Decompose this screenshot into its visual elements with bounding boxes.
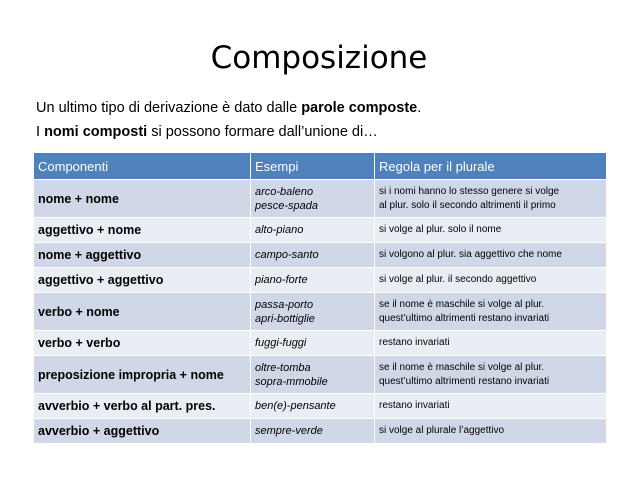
cell-componenti: avverbio + aggettivo (34, 419, 251, 444)
rule-text: restano invariati (379, 337, 450, 348)
rule-text: al plur. solo il secondo altrimenti il primo (379, 199, 556, 211)
intro-line-1-c: . (417, 100, 422, 116)
cell-componenti: aggettivo + nome (34, 218, 251, 243)
intro-line-2-c: si possono formare dall’unione di… (147, 124, 378, 140)
table-row (34, 180, 607, 218)
cell-esempi (251, 331, 375, 356)
table-header-row (34, 153, 607, 180)
table-row (34, 243, 607, 268)
table-row (34, 394, 607, 419)
rule-text: quest’ultimo altrimenti restano invariati (379, 375, 550, 387)
cell-regola (375, 331, 607, 356)
cell-regola (375, 293, 607, 331)
example-text: ben(e)-pensante (255, 400, 336, 412)
header-esempi: Esempi (251, 153, 375, 180)
intro-line-2-a: I (36, 124, 45, 140)
cell-esempi (251, 268, 375, 293)
cell-regola (375, 394, 607, 419)
rule-text: se il nome è maschile si volge al plur. (379, 298, 545, 310)
table-row (34, 419, 607, 444)
cell-regola (375, 243, 607, 268)
intro-line-1 (36, 96, 616, 120)
cell-componenti: nome + aggettivo (34, 243, 251, 268)
cell-esempi (251, 218, 375, 243)
intro-line-2-bold: nomi composti (44, 124, 148, 140)
intro-line-1-a: Un ultimo tipo di derivazione è dato dalle (36, 100, 302, 116)
cell-esempi (251, 293, 375, 331)
table-row (34, 331, 607, 356)
cell-regola (375, 268, 607, 293)
cell-esempi (251, 356, 375, 394)
example-text: piano-forte (255, 274, 308, 286)
cell-componenti: verbo + nome (34, 293, 251, 331)
table-row (34, 356, 607, 394)
composition-table (33, 152, 607, 444)
example-text: fuggi-fuggi (255, 337, 307, 349)
rule-text: si volge al plur. il secondo aggettivo (379, 274, 537, 285)
example-text: pesce-spada (255, 199, 318, 212)
cell-componenti: avverbio + verbo al part. pres. (34, 394, 251, 419)
page-title: Composizione (210, 40, 428, 76)
intro-text (36, 96, 616, 144)
intro-line-2 (36, 120, 616, 144)
table-row (34, 218, 607, 243)
rule-text: quest’ultimo altrimenti restano invariati (379, 312, 550, 324)
example-text: alto-piano (255, 224, 304, 236)
example-text: sempre-verde (255, 425, 323, 437)
example-text: passa-porto (255, 298, 314, 311)
cell-componenti: preposizione impropria + nome (34, 356, 251, 394)
cell-componenti: nome + nome (34, 180, 251, 218)
rule-text: si volge al plur. solo il nome (379, 224, 502, 235)
cell-esempi (251, 180, 375, 218)
table-row (34, 293, 607, 331)
rule-text: si volge al plurale l’aggettivo (379, 425, 505, 436)
cell-esempi (251, 419, 375, 444)
example-text: sopra-mmobile (255, 375, 328, 388)
cell-componenti: aggettivo + aggettivo (34, 268, 251, 293)
cell-regola (375, 419, 607, 444)
header-componenti: Componenti (34, 153, 251, 180)
cell-componenti: verbo + verbo (34, 331, 251, 356)
cell-esempi (251, 394, 375, 419)
table-row (34, 268, 607, 293)
example-text: oltre-tomba (255, 361, 311, 374)
example-text: arco-baleno (255, 185, 314, 198)
header-regola: Regola per il plurale (375, 153, 607, 180)
rule-text: restano invariati (379, 400, 450, 411)
rule-text: si i nomi hanno lo stesso genere si volge (379, 185, 560, 197)
cell-regola (375, 218, 607, 243)
cell-regola (375, 180, 607, 218)
rule-text: se il nome è maschile si volge al plur. (379, 361, 545, 373)
example-text: apri-bottiglie (255, 312, 315, 325)
rule-text: si volgono al plur. sia aggettivo che nome (379, 249, 562, 260)
cell-esempi (251, 243, 375, 268)
cell-regola (375, 356, 607, 394)
example-text: campo-santo (255, 249, 319, 261)
intro-line-1-bold: parole composte (301, 100, 418, 116)
